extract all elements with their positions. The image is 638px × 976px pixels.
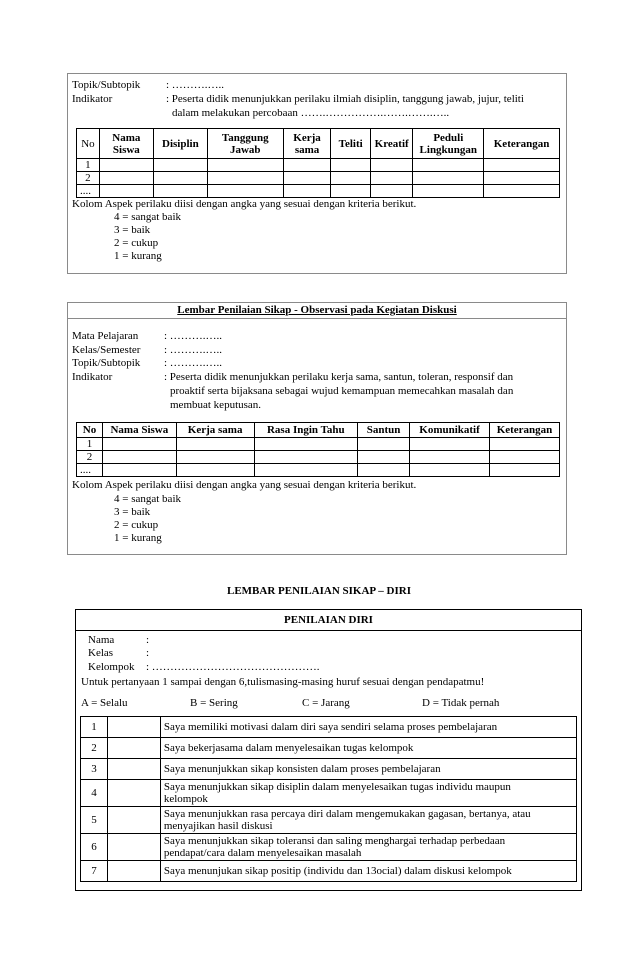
- s1-note: Kolom Aspek perilaku diisi dengan angka yang sesuai dengan kriteria berikut.: [72, 198, 417, 210]
- s1-th-tanggung: Tanggung Jawab: [207, 129, 283, 159]
- s3-item-no: 1: [81, 717, 108, 738]
- s2-topik-label: Topik/Subtopik: [72, 357, 141, 369]
- s1-topik-label: Topik/Subtopik: [72, 79, 141, 91]
- s2-th-keterangan: Keterangan: [489, 423, 559, 438]
- s2-mapel-label: Mata Pelajaran: [72, 330, 139, 342]
- s1-th-kreatif: Kreatif: [370, 129, 413, 159]
- s2-title-bar: [67, 302, 567, 319]
- s3-title-bar: [75, 609, 582, 631]
- s1-crit-3: 3 = baik: [114, 224, 151, 236]
- s2-topik-value: : ……….…..: [164, 357, 223, 369]
- table-row: 1: [77, 438, 103, 451]
- s3-kelompok-value: : ……………………………………….: [146, 661, 320, 673]
- s3-kelas-colon: :: [146, 647, 150, 659]
- s1-indikator-line1: : Peserta didik menunjukkan perilaku ilmiah disiplin, tanggung jawab, jujur, teliti: [166, 93, 524, 105]
- s2-th-rasa: Rasa Ingin Tahu: [254, 423, 358, 438]
- s3-item-text: Saya bekerjasama dalam menyelesaikan tugas kelompok: [160, 738, 576, 759]
- s2-crit-2: 2 = cukup: [114, 519, 159, 531]
- s3-kelas-label: Kelas: [88, 647, 114, 659]
- s3-item-no: 3: [81, 759, 108, 780]
- s3-option-a: A = Selalu: [81, 697, 128, 709]
- s3-item-answer[interactable]: [107, 807, 160, 834]
- s3-option-b: B = Sering: [190, 697, 238, 709]
- s3-item-answer[interactable]: [107, 834, 160, 861]
- table-row: ....: [77, 185, 100, 198]
- s2-kelas-label: Kelas/Semester: [72, 344, 141, 356]
- s2-indikator-label: Indikator: [72, 371, 113, 383]
- s3-nama-colon: :: [146, 634, 150, 646]
- s2-mapel-value: : ……….…..: [164, 330, 223, 342]
- s3-item-no: 4: [81, 780, 108, 807]
- s1-th-kerja: Kerja sama: [283, 129, 331, 159]
- s3-item-answer[interactable]: [107, 717, 160, 738]
- s3-item-no: 7: [81, 861, 108, 882]
- s3-instruction: Untuk pertanyaan 1 sampai dengan 6,tulismasing-masing huruf sesuai dengan pendapatmu!: [81, 676, 485, 688]
- s3-heading: LEMBAR PENILAIAN SIKAP – DIRI: [227, 585, 411, 597]
- s3-item-answer[interactable]: [107, 861, 160, 882]
- s1-indikator-line2: dalam melakukan percobaan …….…………….…….…….…..: [172, 107, 450, 119]
- table-row: 2: [77, 172, 100, 185]
- s2-note: Kolom Aspek perilaku diisi dengan angka yang sesuai dengan kriteria berikut.: [72, 479, 417, 491]
- s3-items-table: [80, 716, 577, 882]
- s1-th-teliti: Teliti: [331, 129, 370, 159]
- s1-topik-value: : ……….…..: [166, 79, 225, 91]
- table-row: 2: [77, 451, 103, 464]
- s3-item-answer[interactable]: [107, 759, 160, 780]
- s3-item-text: Saya menunjukkan sikap toleransi dan saling menghargai terhadap perbedaan pendapat/cara dalam menyelesaikan masalah: [160, 834, 576, 861]
- s3-item-text: Saya menunjukkan rasa percaya diri dalam mengemukakan gagasan, bertanya, atau menyajikan hasil diskusi: [160, 807, 576, 834]
- s3-option-c: C = Jarang: [302, 697, 350, 709]
- s2-th-santun: Santun: [358, 423, 410, 438]
- s3-item-answer[interactable]: [107, 738, 160, 759]
- s2-indikator-line3: membuat keputusan.: [170, 399, 262, 411]
- s2-th-nama: Nama Siswa: [102, 423, 176, 438]
- table-row: ....: [77, 464, 103, 477]
- s3-item-text: Saya menunjukan sikap positip (individu dan 13ocial) dalam diskusi kelompok: [160, 861, 576, 882]
- s1-th-keterangan: Keterangan: [484, 129, 560, 159]
- s2-crit-1: 1 = kurang: [114, 532, 162, 544]
- s1-crit-1: 1 = kurang: [114, 250, 162, 262]
- s3-item-answer[interactable]: [107, 780, 160, 807]
- s2-title: Lembar Penilaian Sikap - Observasi pada Kegiatan Diskusi: [177, 304, 457, 316]
- s2-crit-3: 3 = baik: [114, 506, 151, 518]
- s1-table: [76, 128, 560, 198]
- s1-th-nama: Nama Siswa: [99, 129, 153, 159]
- s2-th-kerja: Kerja sama: [176, 423, 254, 438]
- s3-item-text: Saya menunjukkan sikap disiplin dalam menyelesaikan tugas individu maupun kelompok: [160, 780, 576, 807]
- s3-item-no: 6: [81, 834, 108, 861]
- s3-title: PENILAIAN DIRI: [284, 614, 373, 626]
- s3-item-text: Saya memiliki motivasi dalam diri saya sendiri selama proses pembelajaran: [160, 717, 576, 738]
- s1-crit-4: 4 = sangat baik: [114, 211, 181, 223]
- s3-nama-label: Nama: [88, 634, 115, 646]
- s1-th-peduli: Peduli Lingkungan: [413, 129, 484, 159]
- s1-crit-2: 2 = cukup: [114, 237, 159, 249]
- s3-item-no: 2: [81, 738, 108, 759]
- s2-th-komunikatif: Komunikatif: [410, 423, 490, 438]
- s3-item-no: 5: [81, 807, 108, 834]
- s2-indikator-line1: : Peserta didik menunjukkan perilaku kerja sama, santun, toleran, responsif dan: [164, 371, 514, 383]
- s2-crit-4: 4 = sangat baik: [114, 493, 181, 505]
- s2-indikator-line2: proaktif serta bijaksana sebagai wujud kemampuan memecahkan masalah dan: [170, 385, 514, 397]
- s2-th-no: No: [77, 423, 103, 438]
- s3-item-text: Saya menunjukkan sikap konsisten dalam proses pembelajaran: [160, 759, 576, 780]
- s1-th-disiplin: Disiplin: [153, 129, 207, 159]
- s2-kelas-value: : ……….…..: [164, 344, 223, 356]
- table-row: 1: [77, 159, 100, 172]
- s1-indikator-label: Indikator: [72, 93, 113, 105]
- s2-table: [76, 422, 560, 477]
- s3-kelompok-label: Kelompok: [88, 661, 135, 673]
- s1-th-no: No: [77, 129, 100, 159]
- s3-option-d: D = Tidak pernah: [422, 697, 500, 709]
